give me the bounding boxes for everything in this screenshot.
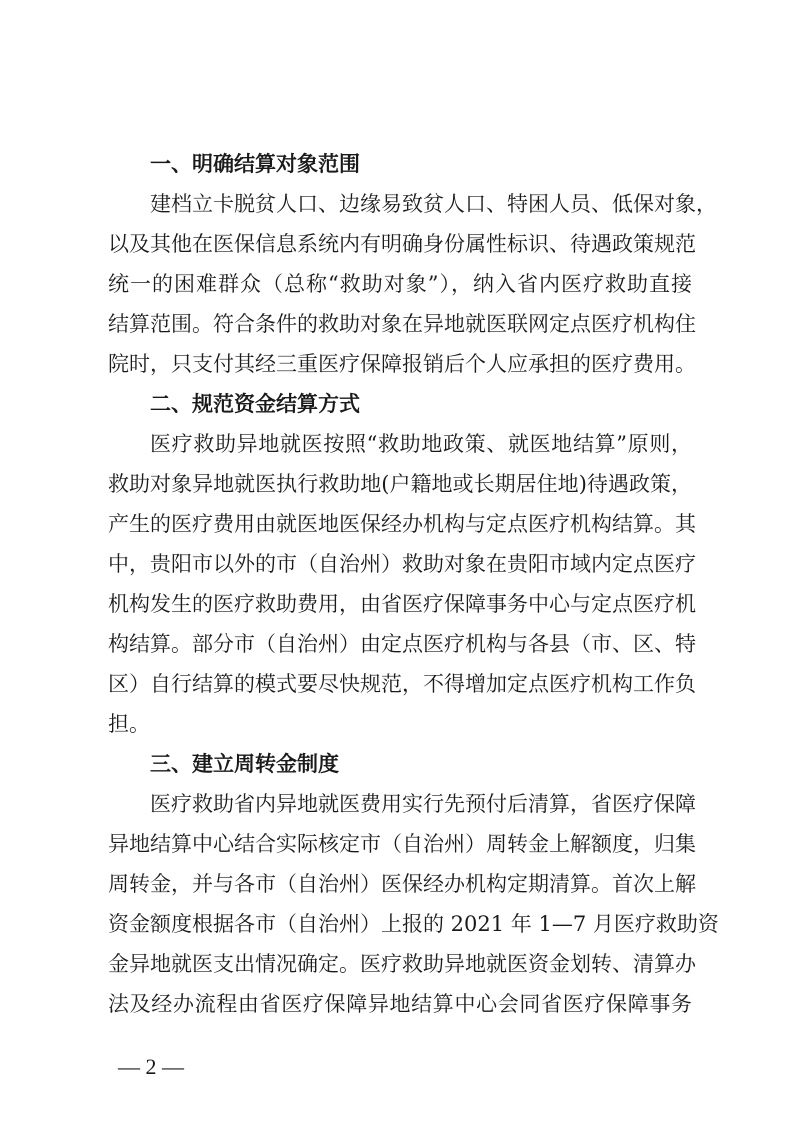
section-3-line-2: 异地结算中心结合实际核定市（自治州）周转金上解额度，归集 [108,832,696,856]
section-2-line-3: 产生的医疗费用由就医地医保经办机构与定点医疗机构结算。其 [108,512,696,536]
section-2-line-5: 机构发生的医疗救助费用，由省医疗保障事务中心与定点医疗机 [108,592,696,616]
section-1-line-2: 以及其他在医保信息系统内有明确身份属性标识、待遇政策规范 [108,232,696,256]
section-2-line-6: 构结算。部分市（自治州）由定点医疗机构与各县（市、区、特 [108,632,696,656]
section-3-line-1: 医疗救助省内异地就医费用实行先预付后清算，省医疗保障 [150,792,696,816]
section-1-line-1: 建档立卡脱贫人口、边缘易致贫人口、特困人员、低保对象， [150,192,717,216]
section-3-heading: 三、建立周转金制度 [150,752,339,776]
section-3-line-6: 法及经办流程由省医疗保障异地结算中心会同省医疗保障事务 [108,992,692,1016]
section-2-line-7: 区）自行结算的模式要尽快规范，不得增加定点医疗机构工作负 [108,672,696,696]
section-3-line-4: 资金额度根据各市（自治州）上报的 2021 年 1—7 月医疗救助资 [108,912,719,936]
section-2-line-4: 中，贵阳市以外的市（自治州）救助对象在贵阳市域内定点医疗 [108,552,696,576]
section-1-heading: 一、明确结算对象范围 [150,152,360,176]
section-2-line-1: 医疗救助异地就医按照“救助地政策、就医地结算”原则， [150,432,692,456]
page-number: — 2 — [118,1054,184,1079]
section-1-line-4: 结算范围。符合条件的救助对象在异地就医联网定点医疗机构住 [108,312,696,336]
section-2-line-2: 救助对象异地就医执行救助地(户籍地或长期居住地)待遇政策， [108,472,692,496]
section-3-line-3: 周转金，并与各市（自治州）医保经办机构定期清算。首次上解 [108,872,696,896]
section-1-line-3: 统一的困难群众（总称“救助对象”），纳入省内医疗救助直接 [108,272,692,296]
section-3-line-5: 金异地就医支出情况确定。医疗救助异地就医资金划转、清算办 [108,952,696,976]
section-2-heading: 二、规范资金结算方式 [150,392,360,416]
section-1-line-5: 院时，只支付其经三重医疗保障报销后个人应承担的医疗费用。 [108,352,696,376]
section-2-line-8: 担。 [108,712,150,736]
